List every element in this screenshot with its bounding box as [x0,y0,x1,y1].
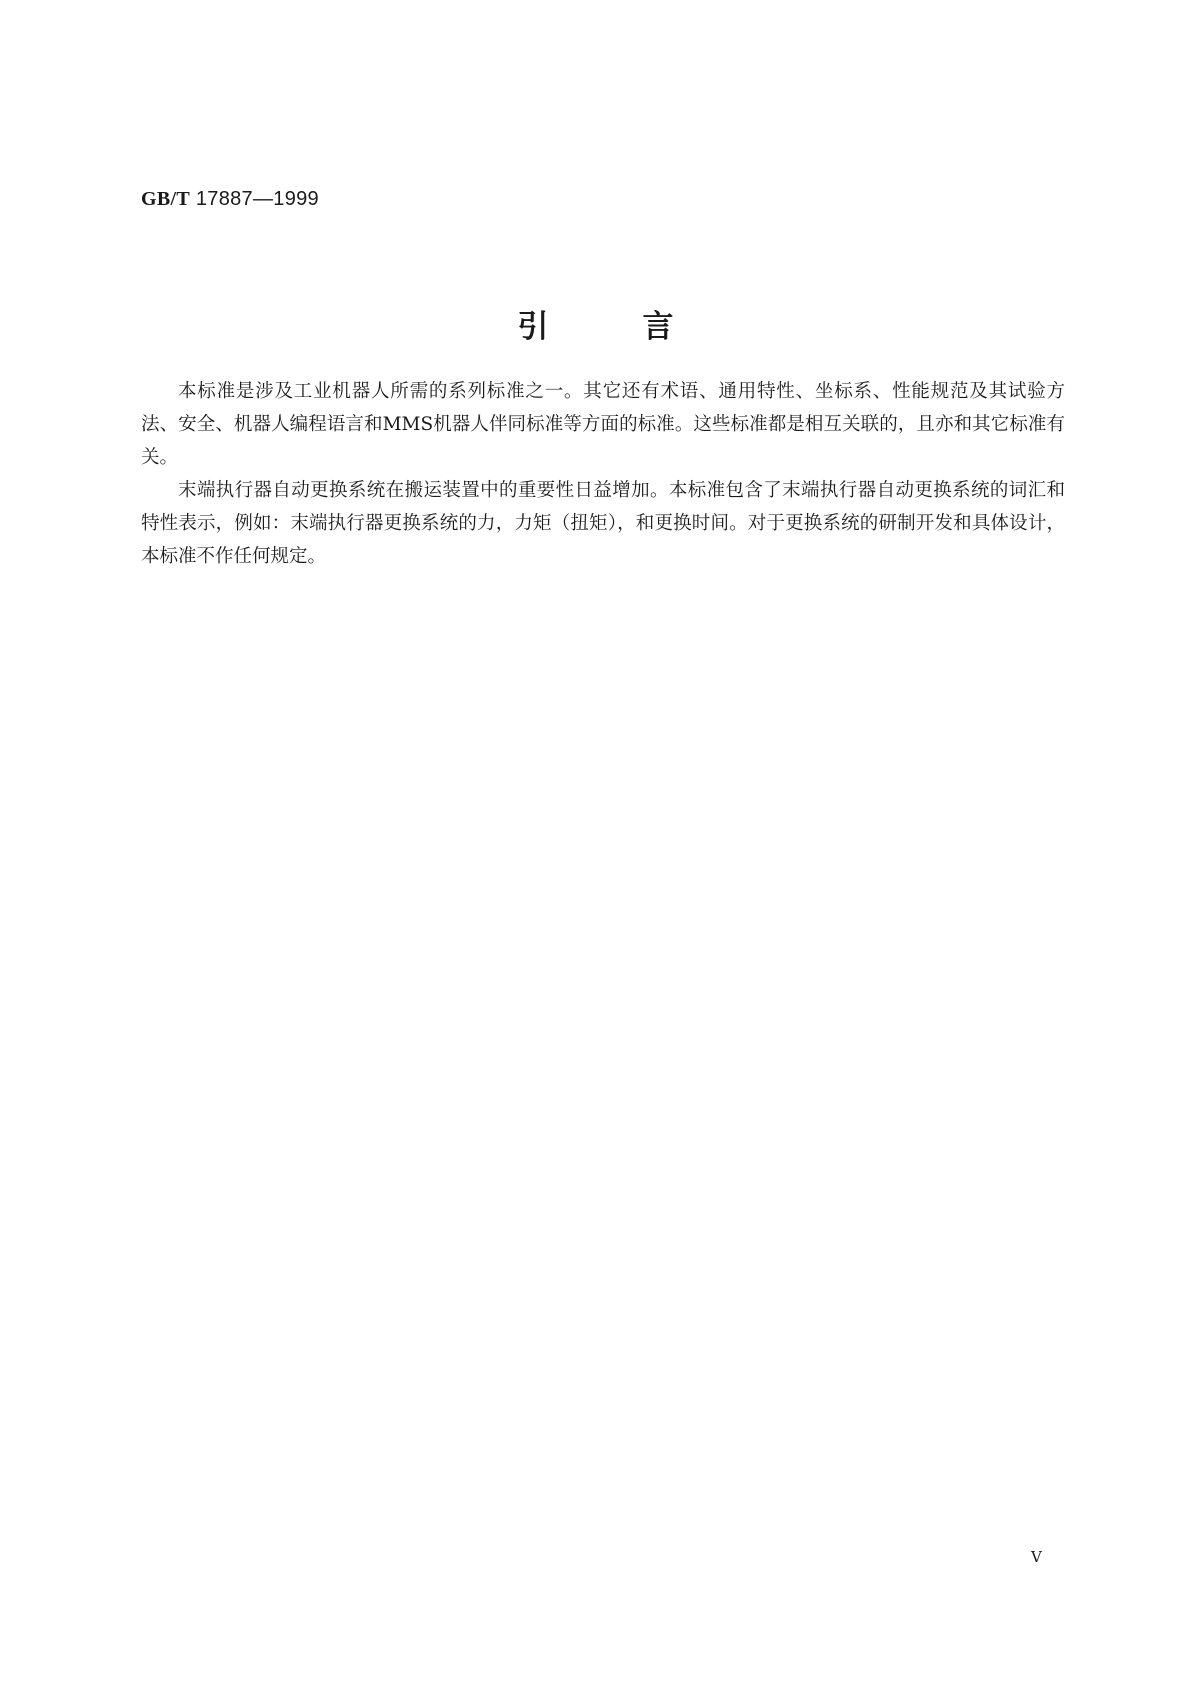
section-title-char-1: 引 [517,309,549,345]
standard-code: GB/T [141,188,190,210]
standard-number [141,188,319,211]
section-title [0,307,1191,347]
standard-year-number: 17887—1999 [195,188,319,210]
section-title-char-2: 言 [642,309,674,345]
page-number: V [1031,1548,1042,1566]
paragraph-2: 末端执行器自动更换系统在搬运装置中的重要性日益增加。本标准包含了末端执行器自动更换系统的词汇和特性表示，例如：末端执行器更换系统的力，力矩（扭矩），和更换时间。对于更换系统的研制开发和具体设计，本标准不作任何规定。 [141,480,1065,567]
paragraph-1: 本标准是涉及工业机器人所需的系列标准之一。其它还有术语、通用特性、坐标系、性能规范及其试验方法、安全、机器人编程语言和MMS机器人伴同标准等方面的标准。这些标准都是相互关联的，且亦和其它标准有关。 [141,381,1065,468]
introduction-body [141,375,1065,573]
